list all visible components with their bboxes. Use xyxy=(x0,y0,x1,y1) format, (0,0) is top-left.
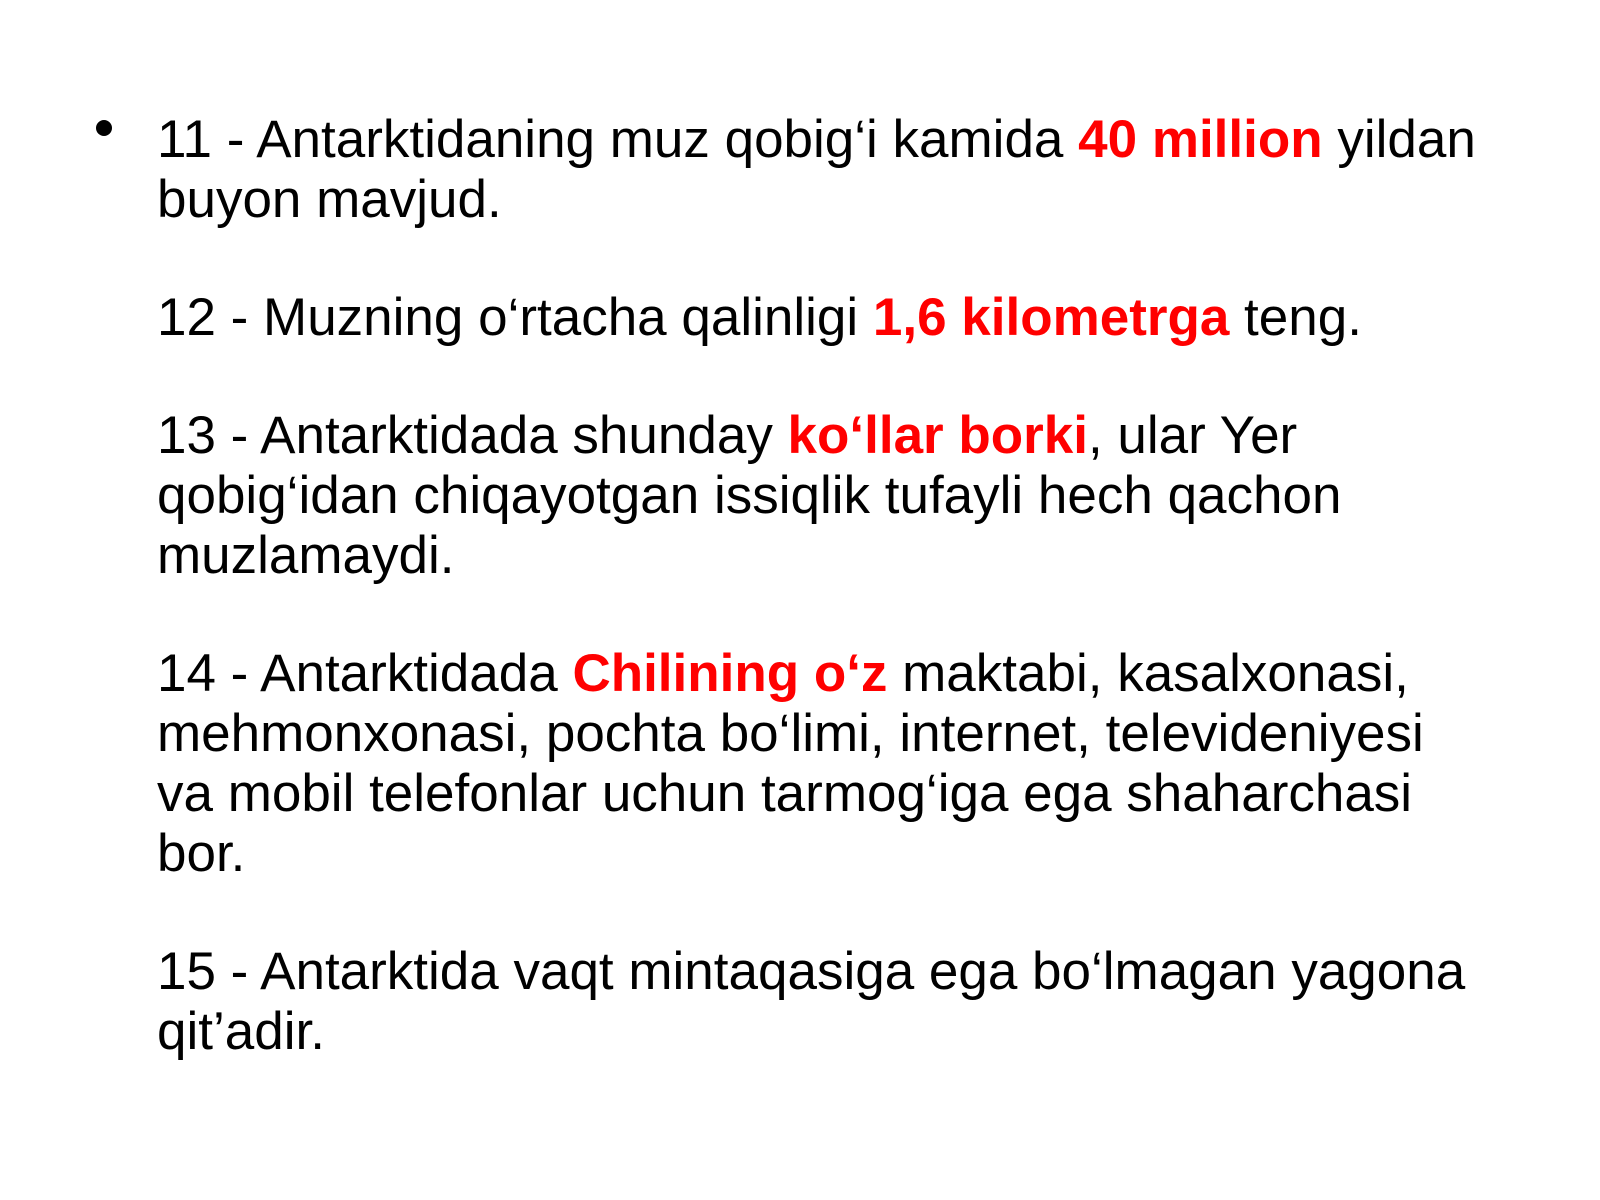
fact-text: 11 - Antarktidaning muz qobig‘i kamida xyxy=(157,110,1079,169)
fact-item-13 xyxy=(157,406,1487,586)
fact-item-14 xyxy=(157,644,1487,884)
fact-highlight: 40 million xyxy=(1078,110,1323,169)
fact-list xyxy=(157,110,1487,1120)
fact-text: 15 - Antarktida vaqt mintaqasiga ega bo‘lmagan yagona qit’adir. xyxy=(157,942,1466,1061)
fact-text: 12 - Muzning o‘rtacha qalinligi xyxy=(157,288,873,347)
fact-highlight: ko‘llar borki xyxy=(787,406,1088,465)
fact-highlight: Chilining o‘z xyxy=(572,644,888,703)
bullet-icon xyxy=(96,120,112,136)
fact-text: , ular Yer qobig‘idan chiqayotgan issiqlik tufayli hech qachon muzlamaydi. xyxy=(157,406,1342,585)
fact-text: 14 - Antarktidada xyxy=(157,644,573,703)
fact-text: maktabi, kasalxonasi, mehmonxonasi, pochta bo‘limi, internet, televideniyesi va mobil telefonlar uchun tarmog‘iga ega shaharchasi bor. xyxy=(157,644,1424,883)
fact-item-15 xyxy=(157,942,1487,1062)
fact-text: teng. xyxy=(1229,288,1362,347)
fact-item-12 xyxy=(157,288,1487,348)
fact-highlight: 1,6 kilometrga xyxy=(872,288,1230,347)
fact-text: 13 - Antarktidada shunday xyxy=(157,406,788,465)
fact-item-11 xyxy=(157,110,1487,230)
fact-text: yildan buyon mavjud. xyxy=(157,110,1476,229)
